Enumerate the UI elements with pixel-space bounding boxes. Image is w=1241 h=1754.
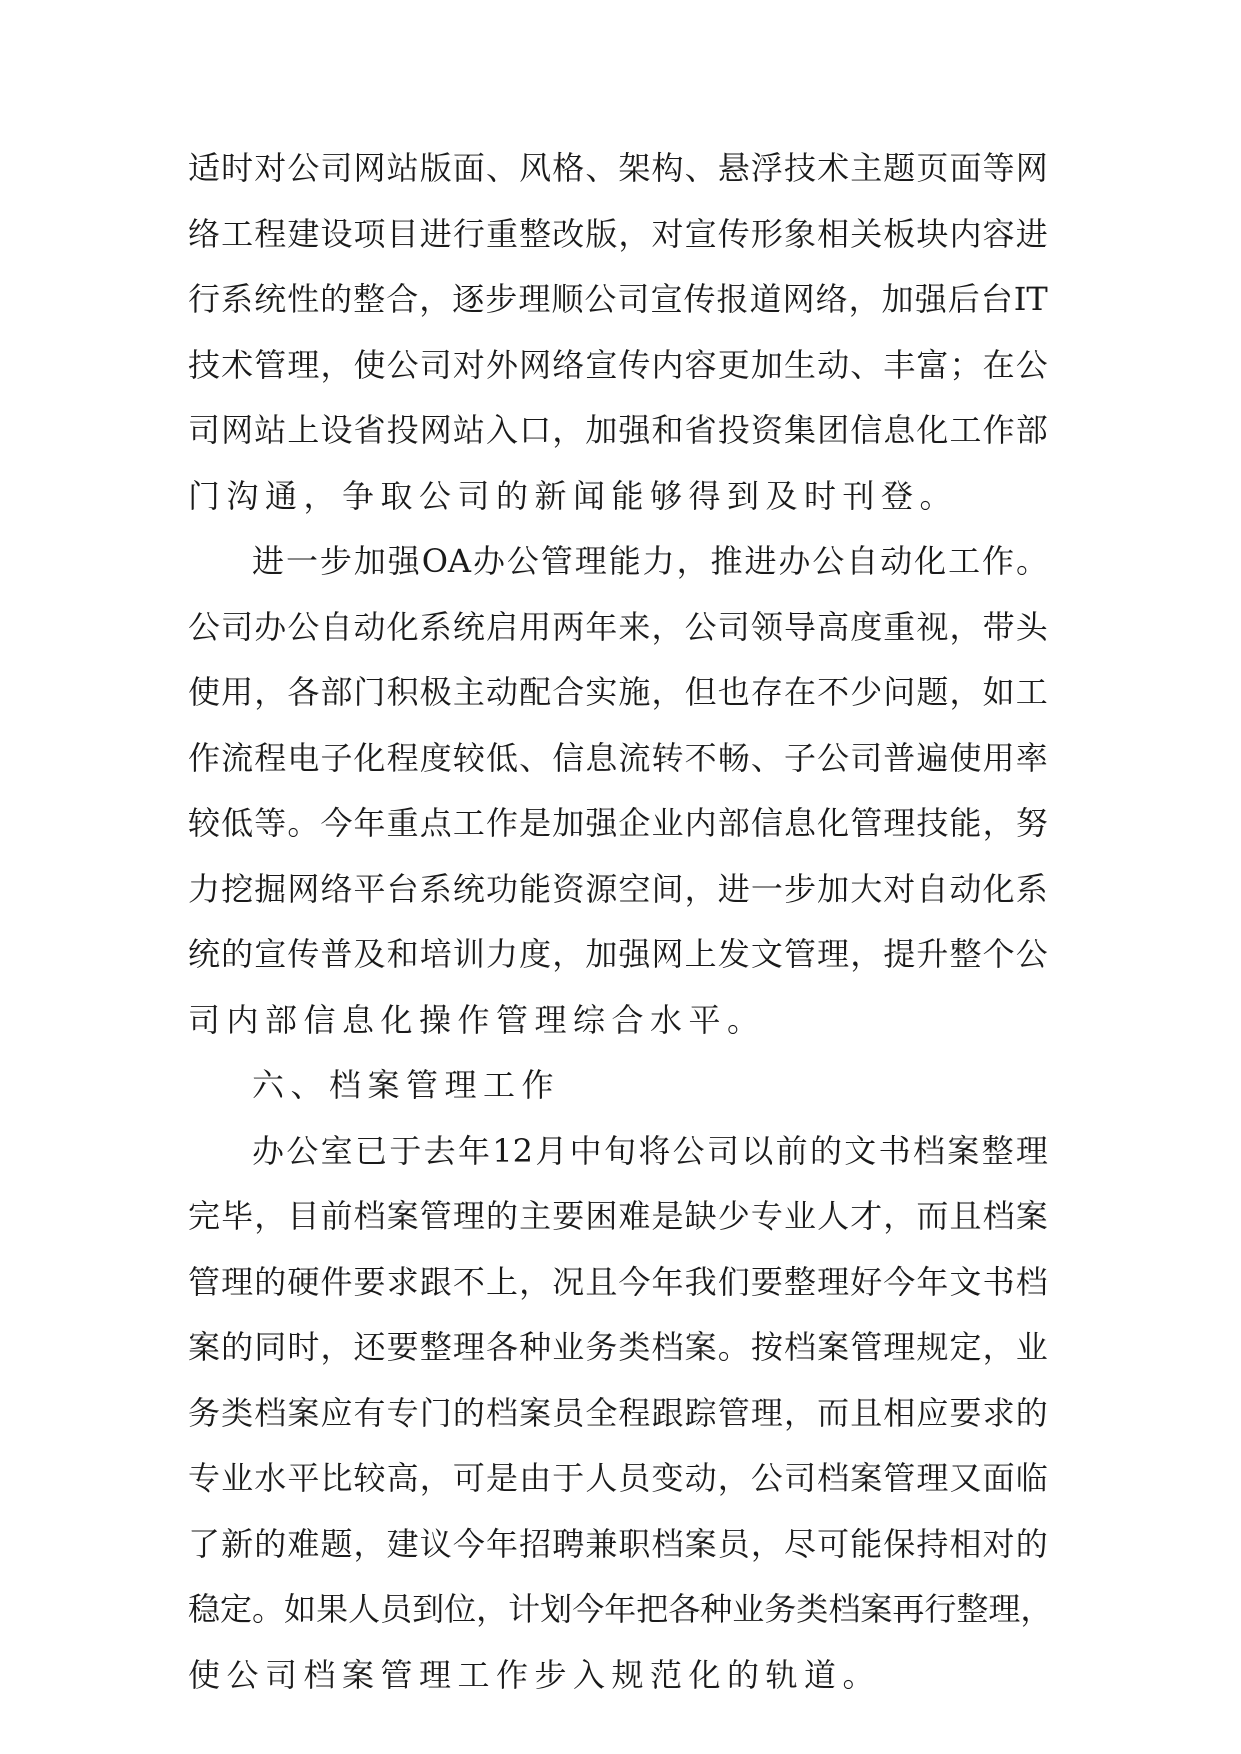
text-line: 六、档案管理工作 bbox=[252, 1066, 561, 1104]
text-line: 较 低 等 。 今 年 重 点 工 作 是 加 强 企 业 内 部 信 息 化 管 理 技 能 ， 努 bbox=[188, 804, 1048, 842]
text-line: 门沟通，争取公司的新闻能够得到及时刊登。 bbox=[188, 476, 959, 515]
text-line: 了 新 的 难 题 ， 建 议 今 年 招 聘 兼 职 档 案 员 ， 尽 可 能 保 持 相 对 的 bbox=[188, 1524, 1048, 1563]
text-line: 作 流 程 电 子 化 程 度 较 低 、 信 息 流 转 不 畅 、 子 公 司 普 遍 使 用 率 bbox=[188, 738, 1048, 777]
text-line: 完 毕 ， 目 前 档 案 管 理 的 主 要 困 难 是 缺 少 专 业 人 才 ， 而 且 档 案 bbox=[188, 1197, 1048, 1235]
text-line: 管 理 的 硬 件 要 求 跟 不 上 ， 况 且 今 年 我 们 要 整 理 好 今 年 文 书 档 bbox=[188, 1262, 1048, 1301]
text-line: 使公司档案管理工作步入规范化的轨道。 bbox=[188, 1655, 882, 1694]
text-line: 稳 定 。 如 果 人 员 到 位 ， 计 划 今 年 把 各 种 业 务 类 档 案 再 行 整 理 ， bbox=[188, 1590, 1053, 1628]
text-line: 力 挖 掘 网 络 平 台 系 统 功 能 资 源 空 间 ， 进 一 步 加 大 对 自 动 化 系 bbox=[188, 869, 1048, 908]
text-line: 司 网 站 上 设 省 投 网 站 入 口 ， 加 强 和 省 投 资 集 团 信 息 化 工 作 部 bbox=[188, 411, 1048, 449]
text-line: 技 术 管 理 ， 使 公 司 对 外 网 络 宣 传 内 容 更 加 生 动 、 丰 富 ； 在 公 bbox=[188, 345, 1048, 384]
text-line: 行 系 统 性 的 整 合 ， 逐 步 理 顺 公 司 宣 传 报 道 网 络 ， 加 强 后 台 IT bbox=[188, 280, 1048, 318]
text-line: 适 时 对 公 司 网 站 版 面 、 风 格 、 架 构 、 悬 浮 技 术 主 题 页 面 等 网 bbox=[188, 149, 1048, 187]
text-line: 务 类 档 案 应 有 专 门 的 档 案 员 全 程 跟 踪 管 理 ， 而 且 相 应 要 求 的 bbox=[188, 1393, 1048, 1432]
text-line: 办 公 室 已 于 去 年 12 月 中 旬 将 公 司 以 前 的 文 书 档 案 整 理 bbox=[252, 1131, 1048, 1170]
text-line: 公 司 办 公 自 动 化 系 统 启 用 两 年 来 ， 公 司 领 导 高 度 重 视 ， 带 头 bbox=[188, 607, 1048, 646]
text-line: 专 业 水 平 比 较 高 ， 可 是 由 于 人 员 变 动 ， 公 司 档 案 管 理 又 面 临 bbox=[188, 1459, 1048, 1497]
text-line: 案 的 同 时 ， 还 要 整 理 各 种 业 务 类 档 案 。 按 档 案 管 理 规 定 ， 业 bbox=[188, 1328, 1048, 1366]
text-line: 进 一 步 加 强 OA 办 公 管 理 能 力 ， 推 进 办 公 自 动 化 工 作 。 bbox=[252, 542, 1048, 580]
text-line: 统 的 宣 传 普 及 和 培 训 力 度 ， 加 强 网 上 发 文 管 理 ， 提 升 整 个 公 bbox=[188, 935, 1048, 973]
text-line: 司内部信息化操作管理综合水平。 bbox=[188, 1000, 766, 1039]
text-line: 使 用 ， 各 部 门 积 极 主 动 配 合 实 施 ， 但 也 存 在 不 少 问 题 ， 如 工 bbox=[188, 673, 1048, 711]
text-line: 络 工 程 建 设 项 目 进 行 重 整 改 版 ， 对 宣 传 形 象 相 关 板 块 内 容 进 bbox=[188, 214, 1048, 253]
